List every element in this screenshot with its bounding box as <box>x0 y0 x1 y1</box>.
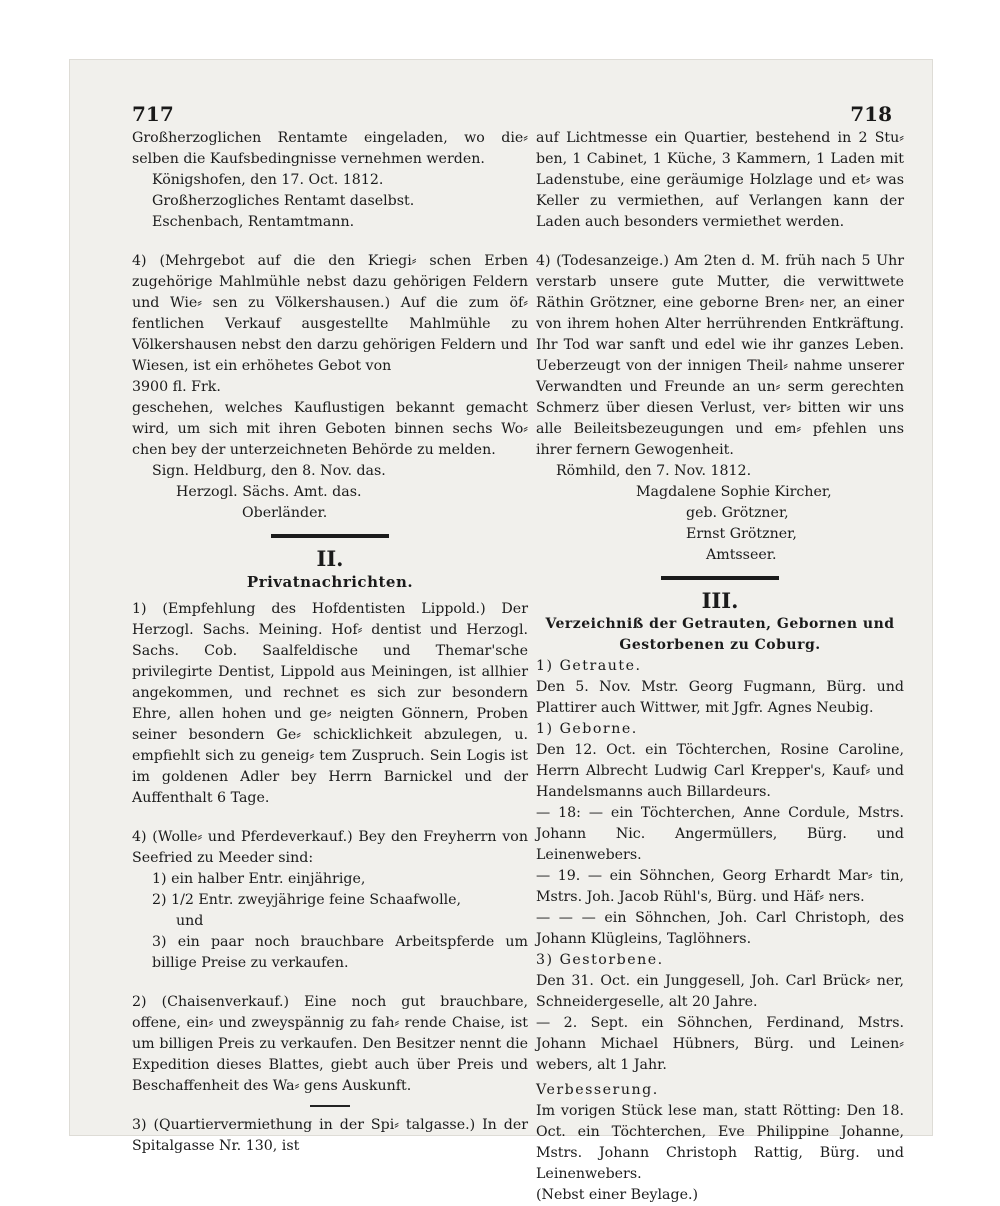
notice-chaise-text: 2) (Chaisenverkauf.) Eine noch gut brauchbare, offene, ein⸗ und zweyspännig zu fah⸗ rende Chaise, ist um billigen Preis zu verkaufen. Den Besitzer nennt die Expedition dieses Blattes, giebt auch über Preis und Beschaffenheit des Wa⸗ gens Auskunft. <box>132 994 528 1094</box>
list-item: 2) 1/2 Entr. zweyjährige feine Schaafwolle, <box>152 892 462 908</box>
signature-line: Amtsseer. <box>706 547 777 563</box>
notice-mahlmuehle-signer: Oberländer. <box>242 505 328 521</box>
entry-verbesserung: Im vorigen Stück lese man, statt Rötting: Den 18. Oct. ein Töchterchen, Eve Philippine Johanne, Mstrs. Johann Christoph Rattig, Bürg. und Leinenwebers. <box>536 1103 904 1182</box>
subheading-verbesserung: Verbesserung. <box>536 1082 659 1098</box>
notice-quartier-text: 3) (Quartiervermiethung in der Spi⸗ talgasse.) In der Spitalgasse Nr. 130, ist <box>132 1117 528 1154</box>
list-item: 3) ein paar noch brauchbare Arbeitspferde um billige Preise zu verkaufen. <box>152 934 528 971</box>
section-number-iii: III. <box>701 588 739 613</box>
section-number-ii: II. <box>316 546 344 571</box>
newspaper-page <box>70 60 932 1203</box>
signature-line: Ernst Grötzner, <box>686 526 797 542</box>
entry-geborne: — 19. — ein Söhnchen, Georg Erhardt Mar⸗ tin, Mstrs. Joh. Jacob Rühl's, Bürg. und Häf⸗ ners. <box>536 868 904 905</box>
notice-quartier-continuation: auf Lichtmesse ein Quartier, bestehend in 2 Stu⸗ ben, 1 Cabinet, 1 Küche, 3 Kammern, 1 Laden mit Ladenstube, eine geräumige Holzlage und et⸗ was Keller zu vermiethen, auf Verlangen kann der Laden auch besonders vermiethet werden. <box>536 130 904 230</box>
entry-gestorbene: Den 31. Oct. ein Junggesell, Joh. Carl Brück⸗ ner, Schneidergeselle, alt 20 Jahre. <box>536 973 904 1010</box>
page-number-right: 718 <box>850 102 892 126</box>
notice-mahlmuehle-place: Sign. Heldburg, den 8. Nov. das. <box>152 463 386 479</box>
notice-rentamt-place: Königshofen, den 17. Oct. 1812. <box>152 172 384 188</box>
section-divider <box>271 534 389 538</box>
right-column <box>536 128 904 1206</box>
notice-rentamt-text: Großherzoglichen Rentamte eingeladen, wo die⸗ selben die Kaufsbedingnisse vernehmen werden. <box>132 130 528 167</box>
section-divider <box>661 576 779 580</box>
notice-dentist-text: 1) (Empfehlung des Hofdentisten Lippold.) Der Herzogl. Sachs. Meining. Hof⸗ dentist und Herzogl. Sachs. Cob. Saalfeldische und Themar'sche privilegirte Dentist, Lippold aus Meiningen, ist allhier angekommen, und rechnet es sich zur besondern Ehre, allen hohen und ge⸗ neigten Gönnern, Proben seiner besondern Ge⸗ schicklichkeit abzulegen, u. empfiehlt sich zu geneig⸗ tem Zuspruch. Sein Logis ist im goldenen Adler bey Herrn Barnickel und der Auffenthalt 6 Tage. <box>132 601 528 806</box>
subheading-gestorbene: 3) Gestorbene. <box>536 952 664 968</box>
page-number-left: 717 <box>132 102 174 126</box>
signature-line: Magdalene Sophie Kircher, <box>636 484 832 500</box>
short-divider <box>310 1105 350 1107</box>
subheading-geborne: 1) Geborne. <box>536 721 638 737</box>
list-item: und <box>176 913 204 929</box>
notice-rentamt-signer: Eschenbach, Rentamtmann. <box>152 214 355 230</box>
notice-todesanzeige-text: 4) (Todesanzeige.) Am 2ten d. M. früh nach 5 Uhr verstarb unsere gute Mutter, die verwittwete Räthin Grötzner, eine geborne Bren⸗ ner, an einer von ihrem hohen Alter herrührenden Entkräftung. Ihr Tod war sanft und edel wie ihr ganzes Leben. Ueberzeugt von der innigen Theil⸗ nahme unserer Verwandten und Freunde an un⸗ serm gerechten Schmerz über diesen Verlust, ver⸗ bitten wir uns alle Beileitsbezeugungen und em⸗ pfehlen uns ihrer fernern Gewogenheit. <box>536 253 904 458</box>
notice-mahlmuehle-text: 4) (Mehrgebot auf die den Kriegi⸗ schen Erben zugehörige Mahlmühle nebst dazu gehörigen Feldern und Wie⸗ sen zu Völkershausen.) Auf die zum öf⸗ fentlichen Verkauf ausgestellte Mahlmühle zu Völkershausen nebst den darzu gehörigen Feldern und Wiesen, ist ein erhöhetes Gebot von <box>132 253 528 374</box>
entry-getraute: Den 5. Nov. Mstr. Georg Fugmann, Bürg. und Plattirer auch Wittwer, mit Jgfr. Agnes Neubig. <box>536 679 904 716</box>
entry-gestorbene: — 2. Sept. ein Söhnchen, Ferdinand, Mstrs. Johann Michael Hübners, Bürg. und Leinen⸗ webers, alt 1 Jahr. <box>536 1015 904 1073</box>
entry-geborne: — — — ein Söhnchen, Joh. Carl Christoph, des Johann Klügleins, Taglöhners. <box>536 910 904 947</box>
notice-todesanzeige-place: Römhild, den 7. Nov. 1812. <box>556 463 752 479</box>
notice-mahlmuehle-authority: Herzogl. Sächs. Amt. das. <box>176 484 362 500</box>
left-column <box>132 128 528 1157</box>
notice-mahlmuehle-amount: 3900 fl. Frk. <box>132 379 221 395</box>
footer-beylage: (Nebst einer Beylage.) <box>536 1187 699 1203</box>
notice-mahlmuehle-continuation: geschehen, welches Kauflustigen bekannt gemacht wird, um sich mit ihren Geboten binnen sechs Wo⸗ chen bey der unterzeichneten Behörde zu melden. <box>132 400 528 458</box>
signature-line: geb. Grötzner, <box>686 505 789 521</box>
notice-rentamt-signature: Großherzogliches Rentamt daselbst. <box>152 193 415 209</box>
section-title-verzeichniss: Verzeichniß der Getrauten, Gebornen und Gestorbenen zu Coburg. <box>545 616 895 653</box>
list-item: 1) ein halber Entr. einjährige, <box>152 871 366 887</box>
section-title-privatnachrichten: Privatnachrichten. <box>246 573 414 591</box>
entry-geborne: — 18: — ein Töchterchen, Anne Cordule, Mstrs. Johann Nic. Angermüllers, Bürg. und Leinenwebers. <box>536 805 904 863</box>
entry-geborne: Den 12. Oct. ein Töchterchen, Rosine Caroline, Herrn Albrecht Ludwig Carl Krepper's, Kauf⸗ und Handelsmanns auch Billardeurs. <box>536 742 904 800</box>
subheading-getraute: 1) Getraute. <box>536 658 642 674</box>
notice-wolle-text: 4) (Wolle⸗ und Pferdeverkauf.) Bey den Freyherrn von Seefried zu Meeder sind: <box>132 829 528 866</box>
